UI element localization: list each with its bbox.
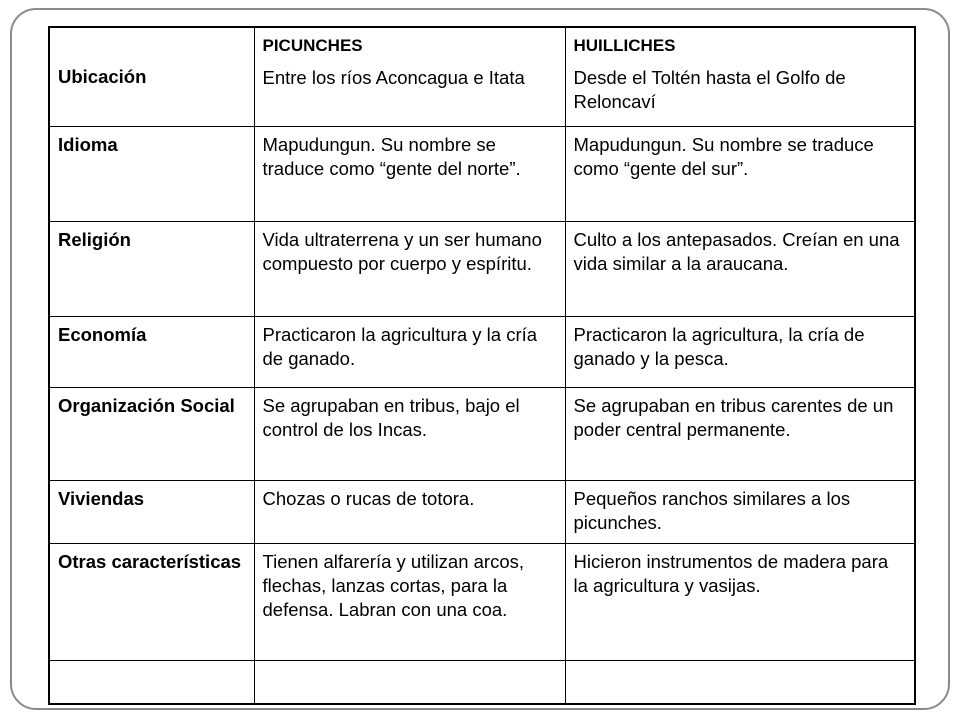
row-label: Economía (49, 317, 254, 388)
table-row (49, 127, 915, 222)
empty-cell (254, 661, 565, 705)
table-row (49, 222, 915, 317)
huilliches-header-cell (565, 27, 915, 127)
row-label: Organización Social (49, 388, 254, 481)
picunches-cell: Mapudungun. Su nombre se traduce como “gente del norte”. (254, 127, 565, 222)
picunches-title: PICUNCHES (262, 36, 363, 55)
huilliches-title: HUILLICHES (573, 36, 676, 55)
table-row-empty (49, 661, 915, 705)
huilliches-cell: Practicaron la agricultura, la cría de ganado y la pesca. (565, 317, 915, 388)
huilliches-cell: Mapudungun. Su nombre se traduce como “gente del sur”. (565, 127, 915, 222)
picunches-ubicacion: Entre los ríos Aconcagua e Itata (262, 67, 525, 88)
empty-cell (565, 661, 915, 705)
table-row (49, 544, 915, 661)
picunches-cell: Chozas o rucas de totora. (254, 481, 565, 544)
row-label: Viviendas (49, 481, 254, 544)
picunches-cell: Tienen alfarería y utilizan arcos, flechas, lanzas cortas, para la defensa. Labran con una coa. (254, 544, 565, 661)
row-label: Idioma (49, 127, 254, 222)
huilliches-cell: Pequeños ranchos similares a los picunches. (565, 481, 915, 544)
row-label: Religión (49, 222, 254, 317)
table-header-row (49, 27, 915, 127)
table-row (49, 317, 915, 388)
picunches-cell: Practicaron la agricultura y la cría de ganado. (254, 317, 565, 388)
row-label: Otras características (49, 544, 254, 661)
picunches-header-cell (254, 27, 565, 127)
empty-cell (49, 661, 254, 705)
row-label-ubicacion: Ubicación (49, 27, 254, 127)
huilliches-cell: Se agrupaban en tribus carentes de un poder central permanente. (565, 388, 915, 481)
huilliches-cell: Culto a los antepasados. Creían en una vida similar a la araucana. (565, 222, 915, 317)
table-row (49, 388, 915, 481)
huilliches-ubicacion: Desde el Toltén hasta el Golfo de Reloncaví (573, 67, 846, 112)
huilliches-cell: Hicieron instrumentos de madera para la agricultura y vasijas. (565, 544, 915, 661)
comparison-table (48, 26, 916, 705)
picunches-cell: Vida ultraterrena y un ser humano compuesto por cuerpo y espíritu. (254, 222, 565, 317)
picunches-cell: Se agrupaban en tribus, bajo el control de los Incas. (254, 388, 565, 481)
table-row (49, 481, 915, 544)
